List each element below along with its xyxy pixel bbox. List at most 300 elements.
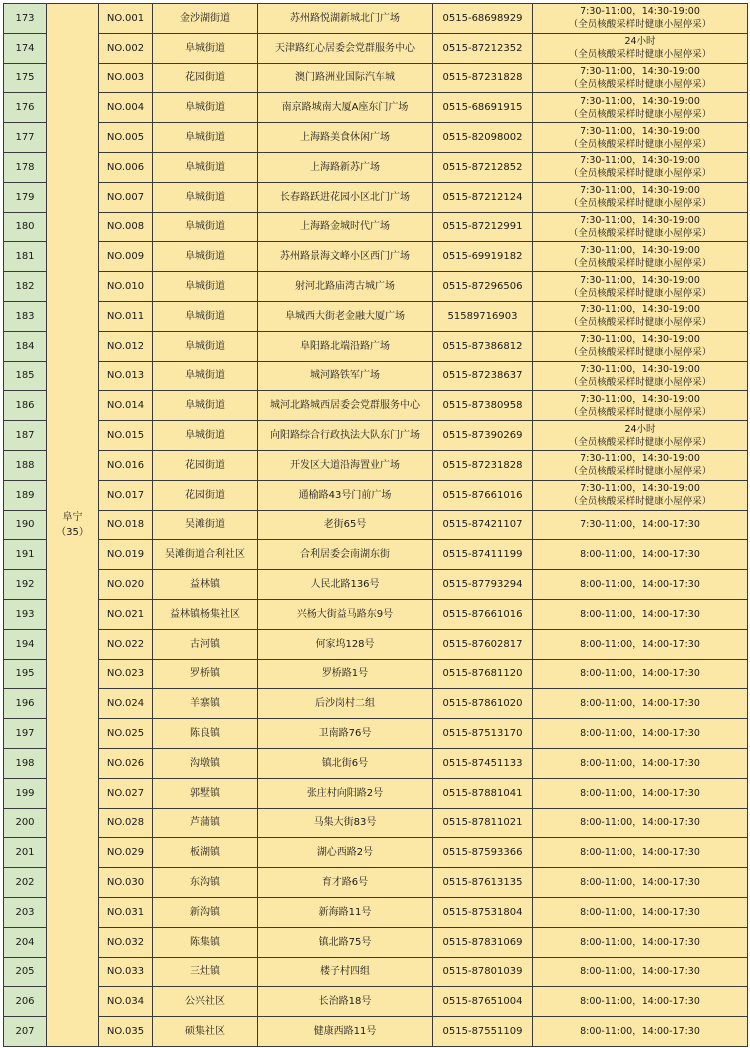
site-number: NO.032 <box>99 927 153 957</box>
opening-hours <box>533 93 748 123</box>
table-row <box>4 808 748 838</box>
street-name: 沟墩镇 <box>153 748 258 778</box>
hours-time: 8:00-11:00，14:00-17:30 <box>580 549 700 561</box>
table-row <box>4 331 748 361</box>
site-number: NO.012 <box>99 331 153 361</box>
row-index: 191 <box>4 540 47 570</box>
site-location: 老街65号 <box>258 510 433 540</box>
site-location: 马集大街83号 <box>258 808 433 838</box>
contact-phone: 51589716903 <box>433 301 533 331</box>
contact-phone: 0515-87831069 <box>433 927 533 957</box>
opening-hours <box>533 242 748 272</box>
site-number: NO.001 <box>99 4 153 34</box>
site-number: NO.021 <box>99 599 153 629</box>
table-row <box>4 1017 748 1047</box>
street-name: 阜城街道 <box>153 152 258 182</box>
hours-time: 7:30-11:00，14:30-19:00 <box>580 65 700 77</box>
hours-time: 8:00-11:00，14:00-17:30 <box>580 579 700 591</box>
opening-hours <box>533 301 748 331</box>
contact-phone: 0515-87613135 <box>433 868 533 898</box>
opening-hours <box>533 33 748 63</box>
table-row <box>4 570 748 600</box>
hours-note: （全员核酸采样时健康小屋停采） <box>568 347 712 359</box>
row-index: 200 <box>4 808 47 838</box>
row-index: 196 <box>4 689 47 719</box>
street-name: 花园街道 <box>153 63 258 93</box>
table-row <box>4 450 748 480</box>
hours-note: （全员核酸采样时健康小屋停采） <box>568 108 712 120</box>
table-row <box>4 182 748 212</box>
site-location: 上海路新苏广场 <box>258 152 433 182</box>
row-index: 174 <box>4 33 47 63</box>
site-number: NO.015 <box>99 421 153 451</box>
site-location: 罗桥路1号 <box>258 659 433 689</box>
table-row <box>4 4 748 34</box>
opening-hours <box>533 4 748 34</box>
contact-phone: 0515-69919182 <box>433 242 533 272</box>
street-name: 羊寨镇 <box>153 689 258 719</box>
site-number: NO.004 <box>99 93 153 123</box>
site-number: NO.002 <box>99 33 153 63</box>
table-row <box>4 123 748 153</box>
table-row <box>4 93 748 123</box>
hours-time: 8:00-11:00，14:00-17:30 <box>580 757 700 769</box>
site-location: 上海路美食休闲广场 <box>258 123 433 153</box>
opening-hours <box>533 748 748 778</box>
hours-time: 24小时 <box>624 36 656 48</box>
site-location: 镇北路75号 <box>258 927 433 957</box>
table-row <box>4 421 748 451</box>
opening-hours <box>533 629 748 659</box>
hours-time: 7:30-11:00，14:30-19:00 <box>580 155 700 167</box>
site-location: 长治路18号 <box>258 987 433 1017</box>
site-number: NO.035 <box>99 1017 153 1047</box>
opening-hours <box>533 421 748 451</box>
opening-hours <box>533 689 748 719</box>
street-name: 东沟镇 <box>153 868 258 898</box>
row-index: 199 <box>4 778 47 808</box>
table-row <box>4 242 748 272</box>
hours-time: 7:30-11:00，14:30-19:00 <box>580 214 700 226</box>
table-row <box>4 480 748 510</box>
site-location: 卫南路76号 <box>258 719 433 749</box>
hours-time: 24小时 <box>624 423 656 435</box>
hours-time: 7:30-11:00，14:30-19:00 <box>580 185 700 197</box>
table-row <box>4 719 748 749</box>
contact-phone: 0515-68698929 <box>433 4 533 34</box>
site-number: NO.026 <box>99 748 153 778</box>
row-index: 194 <box>4 629 47 659</box>
opening-hours <box>533 63 748 93</box>
street-name: 阜城街道 <box>153 421 258 451</box>
site-location: 何家坞128号 <box>258 629 433 659</box>
street-name: 新沟镇 <box>153 897 258 927</box>
row-index: 183 <box>4 301 47 331</box>
contact-phone: 0515-87593366 <box>433 838 533 868</box>
table-row <box>4 599 748 629</box>
site-location: 人民北路136号 <box>258 570 433 600</box>
row-index: 204 <box>4 927 47 957</box>
street-name: 板湖镇 <box>153 838 258 868</box>
contact-phone: 0515-87513170 <box>433 719 533 749</box>
hours-note: （全员核酸采样时健康小屋停采） <box>568 496 712 508</box>
table-row <box>4 212 748 242</box>
row-index: 206 <box>4 987 47 1017</box>
hours-time: 8:00-11:00，14:00-17:30 <box>580 966 700 978</box>
row-index: 197 <box>4 719 47 749</box>
site-number: NO.034 <box>99 987 153 1017</box>
street-name: 花园街道 <box>153 450 258 480</box>
street-name: 阜城街道 <box>153 361 258 391</box>
site-number: NO.031 <box>99 897 153 927</box>
contact-phone: 0515-87551109 <box>433 1017 533 1047</box>
street-name: 古河镇 <box>153 629 258 659</box>
contact-phone: 0515-87801039 <box>433 957 533 987</box>
table-row <box>4 272 748 302</box>
street-name: 阜城街道 <box>153 182 258 212</box>
contact-phone: 0515-87390269 <box>433 421 533 451</box>
table-row <box>4 152 748 182</box>
contact-phone: 0515-87531804 <box>433 897 533 927</box>
opening-hours <box>533 391 748 421</box>
opening-hours <box>533 331 748 361</box>
street-name: 阜城街道 <box>153 391 258 421</box>
table-body <box>4 4 748 1047</box>
site-location: 合利居委会南湖东街 <box>258 540 433 570</box>
row-index: 175 <box>4 63 47 93</box>
site-number: NO.024 <box>99 689 153 719</box>
row-index: 180 <box>4 212 47 242</box>
street-name: 金沙湖街道 <box>153 4 258 34</box>
table-row <box>4 361 748 391</box>
hours-note: （全员核酸采样时健康小屋停采） <box>568 78 712 90</box>
region-name: 阜宁 <box>62 511 83 523</box>
site-number: NO.005 <box>99 123 153 153</box>
site-number: NO.003 <box>99 63 153 93</box>
hours-time: 8:00-11:00，14:00-17:30 <box>580 877 700 888</box>
hours-note: （全员核酸采样时健康小屋停采） <box>568 287 712 299</box>
site-number: NO.011 <box>99 301 153 331</box>
site-location: 苏州路景海文峰小区西门广场 <box>258 242 433 272</box>
street-name: 益林镇 <box>153 570 258 600</box>
row-index: 201 <box>4 838 47 868</box>
site-location: 湖心西路2号 <box>258 838 433 868</box>
table-row <box>4 748 748 778</box>
site-location: 澳门路洲业国际汽车城 <box>258 63 433 93</box>
row-index: 202 <box>4 868 47 898</box>
contact-phone: 0515-87212852 <box>433 152 533 182</box>
street-name: 花园街道 <box>153 480 258 510</box>
contact-phone: 0515-68691915 <box>433 93 533 123</box>
site-location: 新海路11号 <box>258 897 433 927</box>
opening-hours <box>533 152 748 182</box>
site-location: 开发区大道沿海置业广场 <box>258 450 433 480</box>
row-index: 193 <box>4 599 47 629</box>
contact-phone: 0515-87602817 <box>433 629 533 659</box>
table-row <box>4 391 748 421</box>
site-location: 苏州路悦湖新城北门广场 <box>258 4 433 34</box>
site-location: 兴杨大街益马路东9号 <box>258 599 433 629</box>
site-number: NO.022 <box>99 629 153 659</box>
row-index: 177 <box>4 123 47 153</box>
hours-time: 8:00-11:00，14:00-17:30 <box>580 608 700 620</box>
row-index: 203 <box>4 897 47 927</box>
contact-phone: 0515-87212352 <box>433 33 533 63</box>
street-name: 三灶镇 <box>153 957 258 987</box>
site-location: 阜城西大街老金融大厦广场 <box>258 301 433 331</box>
street-name: 吴滩街道 <box>153 510 258 540</box>
region-count: （35） <box>56 526 89 538</box>
street-name: 阜城街道 <box>153 272 258 302</box>
row-index: 192 <box>4 570 47 600</box>
street-name: 芦蒲镇 <box>153 808 258 838</box>
contact-phone: 0515-87231828 <box>433 63 533 93</box>
hours-time: 7:30-11:00，14:00-17:30 <box>580 519 700 531</box>
row-index: 190 <box>4 510 47 540</box>
hours-time: 8:00-11:00，14:00-17:30 <box>580 698 700 710</box>
table-row <box>4 33 748 63</box>
site-number: NO.017 <box>99 480 153 510</box>
contact-phone: 0515-82098002 <box>433 123 533 153</box>
table-row <box>4 629 748 659</box>
hours-time: 7:30-11:00，14:30-19:00 <box>580 334 700 346</box>
hours-time: 8:00-11:00，14:00-17:30 <box>580 936 700 948</box>
hours-time: 8:00-11:00，14:00-17:30 <box>580 1025 700 1037</box>
contact-phone: 0515-87238637 <box>433 361 533 391</box>
hours-time: 7:30-11:00，14:30-19:00 <box>580 125 700 137</box>
street-name: 郭墅镇 <box>153 778 258 808</box>
contact-phone: 0515-87881041 <box>433 778 533 808</box>
site-number: NO.013 <box>99 361 153 391</box>
street-name: 益林镇杨集社区 <box>153 599 258 629</box>
row-index: 195 <box>4 659 47 689</box>
site-location: 射河北路庙湾古城广场 <box>258 272 433 302</box>
street-name: 阜城街道 <box>153 212 258 242</box>
hours-time: 7:30-11:00，14:30-19:00 <box>580 95 700 107</box>
site-location: 天津路红心居委会党群服务中心 <box>258 33 433 63</box>
opening-hours <box>533 510 748 540</box>
row-index: 185 <box>4 361 47 391</box>
site-number: NO.008 <box>99 212 153 242</box>
street-name: 阜城街道 <box>153 301 258 331</box>
opening-hours <box>533 778 748 808</box>
contact-phone: 0515-87451133 <box>433 748 533 778</box>
contact-phone: 0515-87861020 <box>433 689 533 719</box>
table-row <box>4 778 748 808</box>
row-index: 198 <box>4 748 47 778</box>
site-location: 阜阳路北端沿路广场 <box>258 331 433 361</box>
hours-time: 8:00-11:00，14:00-17:30 <box>580 728 700 740</box>
row-index: 181 <box>4 242 47 272</box>
street-name: 吴滩街道合利社区 <box>153 540 258 570</box>
hours-note: （全员核酸采样时健康小屋停采） <box>568 227 712 239</box>
street-name: 硕集社区 <box>153 1017 258 1047</box>
opening-hours <box>533 868 748 898</box>
hours-note: （全员核酸采样时健康小屋停采） <box>568 168 712 180</box>
contact-phone: 0515-87651004 <box>433 987 533 1017</box>
table-row <box>4 689 748 719</box>
row-index: 173 <box>4 4 47 34</box>
opening-hours <box>533 659 748 689</box>
site-number: NO.006 <box>99 152 153 182</box>
contact-phone: 0515-87231828 <box>433 450 533 480</box>
opening-hours <box>533 838 748 868</box>
site-location: 南京路城南大厦A座东门广场 <box>258 93 433 123</box>
hours-time: 7:30-11:00，14:30-19:00 <box>580 304 700 316</box>
site-location: 健康西路11号 <box>258 1017 433 1047</box>
table-row <box>4 540 748 570</box>
opening-hours <box>533 540 748 570</box>
contact-phone: 0515-87661016 <box>433 480 533 510</box>
opening-hours <box>533 123 748 153</box>
table-row <box>4 927 748 957</box>
hours-time: 7:30-11:00，14:30-19:00 <box>580 453 700 465</box>
contact-phone: 0515-87811021 <box>433 808 533 838</box>
site-number: NO.014 <box>99 391 153 421</box>
street-name: 阜城街道 <box>153 123 258 153</box>
hours-time: 8:00-11:00，14:00-17:30 <box>580 668 700 680</box>
row-index: 189 <box>4 480 47 510</box>
hours-time: 7:30-11:00，14:30-19:00 <box>580 6 700 18</box>
row-index: 188 <box>4 450 47 480</box>
site-number: NO.018 <box>99 510 153 540</box>
site-number: NO.009 <box>99 242 153 272</box>
opening-hours <box>533 182 748 212</box>
site-number: NO.019 <box>99 540 153 570</box>
site-number: NO.028 <box>99 808 153 838</box>
hours-note: （全员核酸采样时健康小屋停采） <box>568 138 712 150</box>
contact-phone: 0515-87380958 <box>433 391 533 421</box>
hours-time: 7:30-11:00，14:30-19:00 <box>580 363 700 375</box>
site-number: NO.016 <box>99 450 153 480</box>
site-location: 城河路铁军广场 <box>258 361 433 391</box>
hours-time: 7:30-11:00，14:30-19:00 <box>580 244 700 256</box>
hours-note: （全员核酸采样时健康小屋停采） <box>568 49 712 61</box>
site-number: NO.029 <box>99 838 153 868</box>
table-row <box>4 301 748 331</box>
street-name: 阜城街道 <box>153 33 258 63</box>
street-name: 陈集镇 <box>153 927 258 957</box>
site-number: NO.030 <box>99 868 153 898</box>
opening-hours <box>533 957 748 987</box>
row-index: 207 <box>4 1017 47 1047</box>
contact-phone: 0515-87386812 <box>433 331 533 361</box>
street-name: 阜城街道 <box>153 242 258 272</box>
street-name: 罗桥镇 <box>153 659 258 689</box>
hours-time: 7:30-11:00，14:30-19:00 <box>580 393 700 405</box>
site-location: 通榆路43号门前广场 <box>258 480 433 510</box>
opening-hours <box>533 987 748 1017</box>
site-number: NO.010 <box>99 272 153 302</box>
row-index: 184 <box>4 331 47 361</box>
site-number: NO.025 <box>99 719 153 749</box>
hours-note: （全员核酸采样时健康小屋停采） <box>568 376 712 388</box>
contact-phone: 0515-87421107 <box>433 510 533 540</box>
site-location: 城河北路城西居委会党群服务中心 <box>258 391 433 421</box>
hours-time: 8:00-11:00，14:00-17:30 <box>580 817 700 829</box>
hours-note: （全员核酸采样时健康小屋停采） <box>568 406 712 418</box>
opening-hours <box>533 599 748 629</box>
opening-hours <box>533 1017 748 1047</box>
site-number: NO.007 <box>99 182 153 212</box>
site-location: 长春路跃进花园小区北门广场 <box>258 182 433 212</box>
contact-phone: 0515-87793294 <box>433 570 533 600</box>
site-location: 育才路6号 <box>258 868 433 898</box>
row-index: 186 <box>4 391 47 421</box>
contact-phone: 0515-87296506 <box>433 272 533 302</box>
row-index: 182 <box>4 272 47 302</box>
street-name: 公兴社区 <box>153 987 258 1017</box>
opening-hours <box>533 570 748 600</box>
opening-hours <box>533 361 748 391</box>
row-index: 205 <box>4 957 47 987</box>
opening-hours <box>533 272 748 302</box>
street-name: 阜城街道 <box>153 331 258 361</box>
hours-time: 8:00-11:00，14:00-17:30 <box>580 906 700 918</box>
site-location: 张庄村向阳路2号 <box>258 778 433 808</box>
row-index: 178 <box>4 152 47 182</box>
hours-note: （全员核酸采样时健康小屋停采） <box>568 198 712 210</box>
hours-time: 8:00-11:00，14:00-17:30 <box>580 638 700 650</box>
site-location: 向阳路综合行政执法大队东门广场 <box>258 421 433 451</box>
hours-note: （全员核酸采样时健康小屋停采） <box>568 257 712 269</box>
opening-hours <box>533 927 748 957</box>
table-row <box>4 659 748 689</box>
opening-hours <box>533 450 748 480</box>
hours-time: 7:30-11:00，14:30-19:00 <box>580 483 700 495</box>
table-row <box>4 897 748 927</box>
hours-time: 8:00-11:00，14:00-17:30 <box>580 787 700 799</box>
contact-phone: 0515-87411199 <box>433 540 533 570</box>
street-name: 阜城街道 <box>153 93 258 123</box>
region-cell <box>47 4 99 1047</box>
site-location: 镇北街6号 <box>258 748 433 778</box>
opening-hours <box>533 808 748 838</box>
sampling-sites-table <box>3 3 748 1047</box>
hours-time: 8:00-11:00，14:00-17:30 <box>580 847 700 859</box>
opening-hours <box>533 897 748 927</box>
opening-hours <box>533 212 748 242</box>
site-location: 上海路金城时代广场 <box>258 212 433 242</box>
table-row <box>4 63 748 93</box>
hours-note: （全员核酸采样时健康小屋停采） <box>568 436 712 448</box>
hours-time: 8:00-11:00，14:00-17:30 <box>580 996 700 1008</box>
hours-note: （全员核酸采样时健康小屋停采） <box>568 19 712 31</box>
row-index: 176 <box>4 93 47 123</box>
opening-hours <box>533 480 748 510</box>
table-row <box>4 987 748 1017</box>
site-number: NO.033 <box>99 957 153 987</box>
site-number: NO.023 <box>99 659 153 689</box>
site-number: NO.020 <box>99 570 153 600</box>
contact-phone: 0515-87212124 <box>433 182 533 212</box>
contact-phone: 0515-87212991 <box>433 212 533 242</box>
site-location: 后沙岗村二组 <box>258 689 433 719</box>
table-row <box>4 957 748 987</box>
hours-note: （全员核酸采样时健康小屋停采） <box>568 466 712 478</box>
street-name: 陈良镇 <box>153 719 258 749</box>
hours-note: （全员核酸采样时健康小屋停采） <box>568 317 712 329</box>
row-index: 179 <box>4 182 47 212</box>
row-index: 187 <box>4 421 47 451</box>
site-location: 楼子村四组 <box>258 957 433 987</box>
table-row <box>4 838 748 868</box>
hours-time: 7:30-11:00，14:30-19:00 <box>580 274 700 286</box>
contact-phone: 0515-87661016 <box>433 599 533 629</box>
table-row <box>4 510 748 540</box>
table-row <box>4 868 748 898</box>
site-number: NO.027 <box>99 778 153 808</box>
